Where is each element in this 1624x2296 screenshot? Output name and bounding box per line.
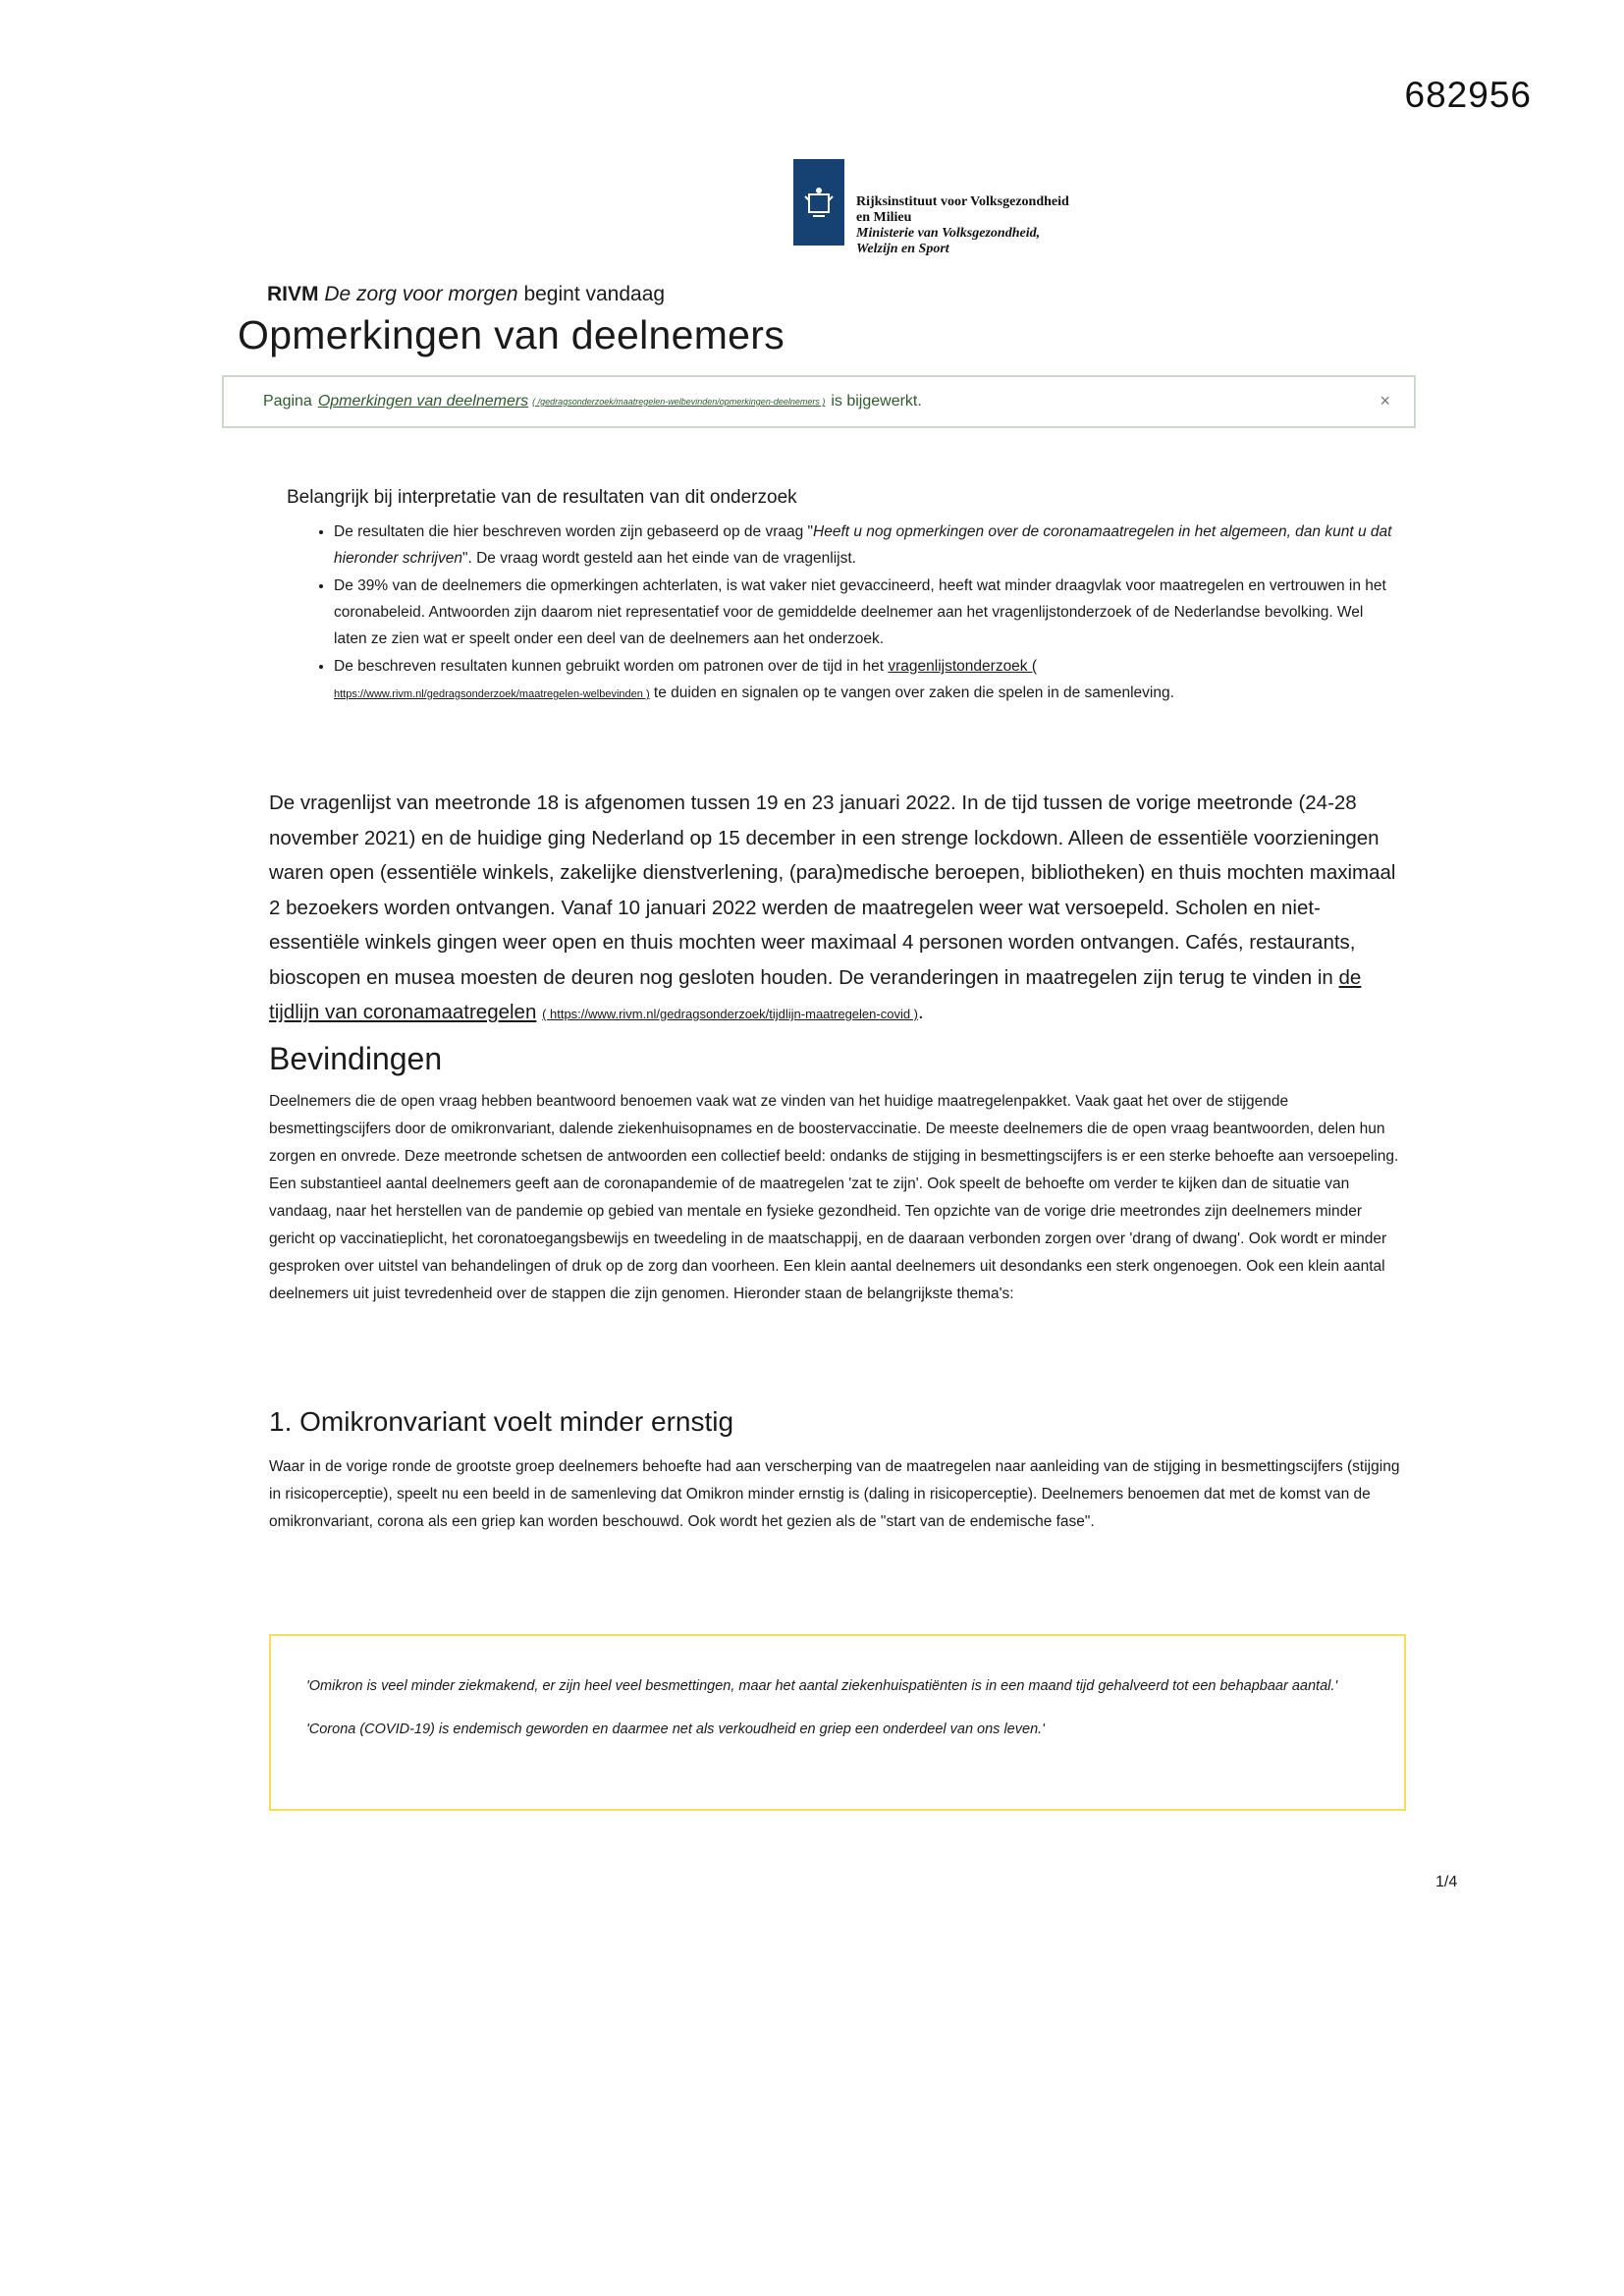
- notice-link[interactable]: Opmerkingen van deelnemers: [317, 393, 529, 410]
- notice-prefix: Pagina: [263, 393, 312, 410]
- list-item: [334, 653, 1396, 708]
- notice-url[interactable]: ( /gedragsonderzoek/maatregelen-welbevinden/opmerkingen-deelnemers ): [532, 397, 826, 407]
- logo-line-3: Ministerie van Volksgezondheid,: [856, 226, 1041, 241]
- theme-1-paragraph: Waar in de vorige ronde de grootste groep deelnemers behoefte had aan verscherping van de maatregelen naar aanleiding van de stijging in besmettingscijfers (stijging in risicoperceptie), speelt nu een beeld in de samenleving dat Omikron minder ernstig is (daling in risicoperceptie). Deelnemers benoemen dat met de komst van de omikronvariant, corona als een griep kan worden beschouwd. Ook wordt het gezien als de "start van de endemische fase".: [269, 1458, 1400, 1530]
- logo-line-1: Rijksinstituut voor Volksgezondheid: [856, 194, 1069, 209]
- notice-suffix: is bijgewerkt.: [831, 393, 922, 410]
- page-number: 1/4: [1435, 1874, 1458, 1890]
- bullet-1-post: ". De vraag wordt gesteld aan het einde van de vragenlijst.: [461, 550, 856, 567]
- questionnaire-url[interactable]: https://www.rivm.nl/gedragsonderzoek/maatregelen-welbevinden ): [334, 688, 650, 700]
- findings-heading: Bevindingen: [269, 1041, 443, 1076]
- intro-text: De vragenlijst van meetronde 18 is afgenomen tussen 19 en 23 januari 2022. In de tijd tussen de vorige meetronde (24-28 november 2021) en de huidige ging Nederland op 15 december in een strenge lockdown. Alleen de essentiële voorzieningen waren open (essentiële winkels, zakelijke dienstverlening, (para)medische beroepen, bibliotheken) en thuis mochten maximaal 2 bezoekers worden ontvangen. Vanaf 10 januari 2022 werden de maatregelen weer wat versoepeld. Scholen en niet-essentiële winkels gingen weer open en thuis mochten weer maximaal 4 personen worden ontvangen. Cafés, restaurants, bioscopen en musea moesten de deuren nog gesloten houden. De veranderingen in maatregelen zijn terug te vinden in: [269, 792, 1396, 989]
- list-item: [334, 519, 1396, 572]
- timeline-url[interactable]: ( https://www.rivm.nl/gedragsonderzoek/tijdlijn-maatregelen-covid ): [542, 1007, 918, 1021]
- bullet-1-quote: Heeft u nog opmerkingen over de coronamaatregelen in het algemeen, dan kunt u dat hieronder schrijven: [334, 523, 1392, 567]
- close-icon[interactable]: ×: [1380, 391, 1390, 410]
- tagline-brand: RIVM: [267, 283, 319, 305]
- document-id: 682956: [1404, 75, 1532, 115]
- important-section: [287, 487, 1396, 709]
- page-title: Opmerkingen van deelnemers: [238, 312, 785, 357]
- intro-end: .: [918, 1001, 924, 1023]
- crest-icon: [793, 159, 844, 246]
- important-heading: Belangrijk bij interpretatie van de resultaten van dit onderzoek: [287, 487, 797, 508]
- rivm-logo: [793, 159, 1069, 257]
- bullet-1-pre: De resultaten die hier beschreven worden zijn gebaseerd op de vraag ": [334, 523, 814, 540]
- quote-box: [269, 1634, 1406, 1811]
- quote-2: 'Corona (COVID-19) is endemisch geworden en daarmee net als verkoudheid en griep een onderdeel van ons leven.': [306, 1722, 1045, 1737]
- logo-line-4: Welzijn en Sport: [856, 242, 949, 256]
- timeline-link[interactable]: de tijdlijn van coronamaatregelen: [269, 965, 1362, 1023]
- tagline-rest: begint vandaag: [523, 283, 666, 305]
- quote-1: 'Omikron is veel minder ziekmakend, er zijn heel veel besmettingen, maar het aantal ziekenhuispatiënten is in een maand tijd gehalveerd tot een behapbaar aantal.': [306, 1678, 1338, 1694]
- intro-paragraph: [269, 786, 1408, 1032]
- list-item: [334, 573, 1396, 652]
- theme-1-heading: 1. Omikronvariant voelt minder ernstig: [269, 1406, 734, 1437]
- bullet-3-pre: De beschreven resultaten kunnen gebruikt worden om patronen over de tijd in het: [334, 658, 885, 675]
- tagline-italic: De zorg voor morgen: [324, 283, 518, 305]
- update-notice: [222, 375, 1416, 428]
- tagline: [267, 283, 665, 306]
- findings-paragraph: Deelnemers die de open vraag hebben beantwoord benoemen vaak wat ze vinden van het huidige maatregelenpakket. Vaak gaat het over de stijgende besmettingscijfers door de omikronvariant, dalende ziekenhuisopnames en de boostervaccinatie. De meeste deelnemers die de open vraag beantwoorden, delen hun zorgen en onvrede. Deze meetronde schetsen de antwoorden een collectief beeld: ondanks de stijging in besmettingscijfers is er een sterke behoefte aan versoepeling. Een substantieel aantal deelnemers geeft aan de coronapandemie of de maatregelen 'zat te zijn'. Ook speelt de behoefte om verder te kijken dan de situatie van vandaag, naar het herstellen van de pandemie op gebied van mentale en fysieke gezondheid. Ten opzichte van de vorige drie meetrondes zijn deelnemers minder gericht op vaccinatieplicht, het coronatoegangsbewijs en tweedeling in de maatschappij, en de daaraan verbonden zorgen over 'drang of dwang'. Ook wordt er minder gesproken over uitstel van behandelingen of druk op de zorg dan voorheen. Een klein aantal deelnemers uit desondanks een sterk ongenoegen. Ook een klein aantal deelnemers uit juist tevredenheid over de stappen die zijn genomen. Hieronder staan de belangrijkste thema's:: [269, 1093, 1399, 1302]
- bullet-3-post: te duiden en signalen op te vangen over zaken die spelen in de samenleving.: [653, 684, 1174, 701]
- bullet-2: De 39% van de deelnemers die opmerkingen achterlaten, is wat vaker niet gevaccineerd, heeft wat minder draagvlak voor maatregelen en vertrouwen in het coronabeleid. Antwoorden zijn daarom niet representatief voor de gemiddelde deelnemer aan het vragenlijstonderzoek of de Nederlandse bevolking. Wel laten ze zien wat er speelt onder een deel van de deelnemers aan het onderzoek.: [334, 577, 1386, 647]
- logo-line-2: en Milieu: [856, 210, 912, 225]
- important-list: [287, 519, 1396, 708]
- questionnaire-link[interactable]: vragenlijstonderzoek (: [888, 658, 1038, 675]
